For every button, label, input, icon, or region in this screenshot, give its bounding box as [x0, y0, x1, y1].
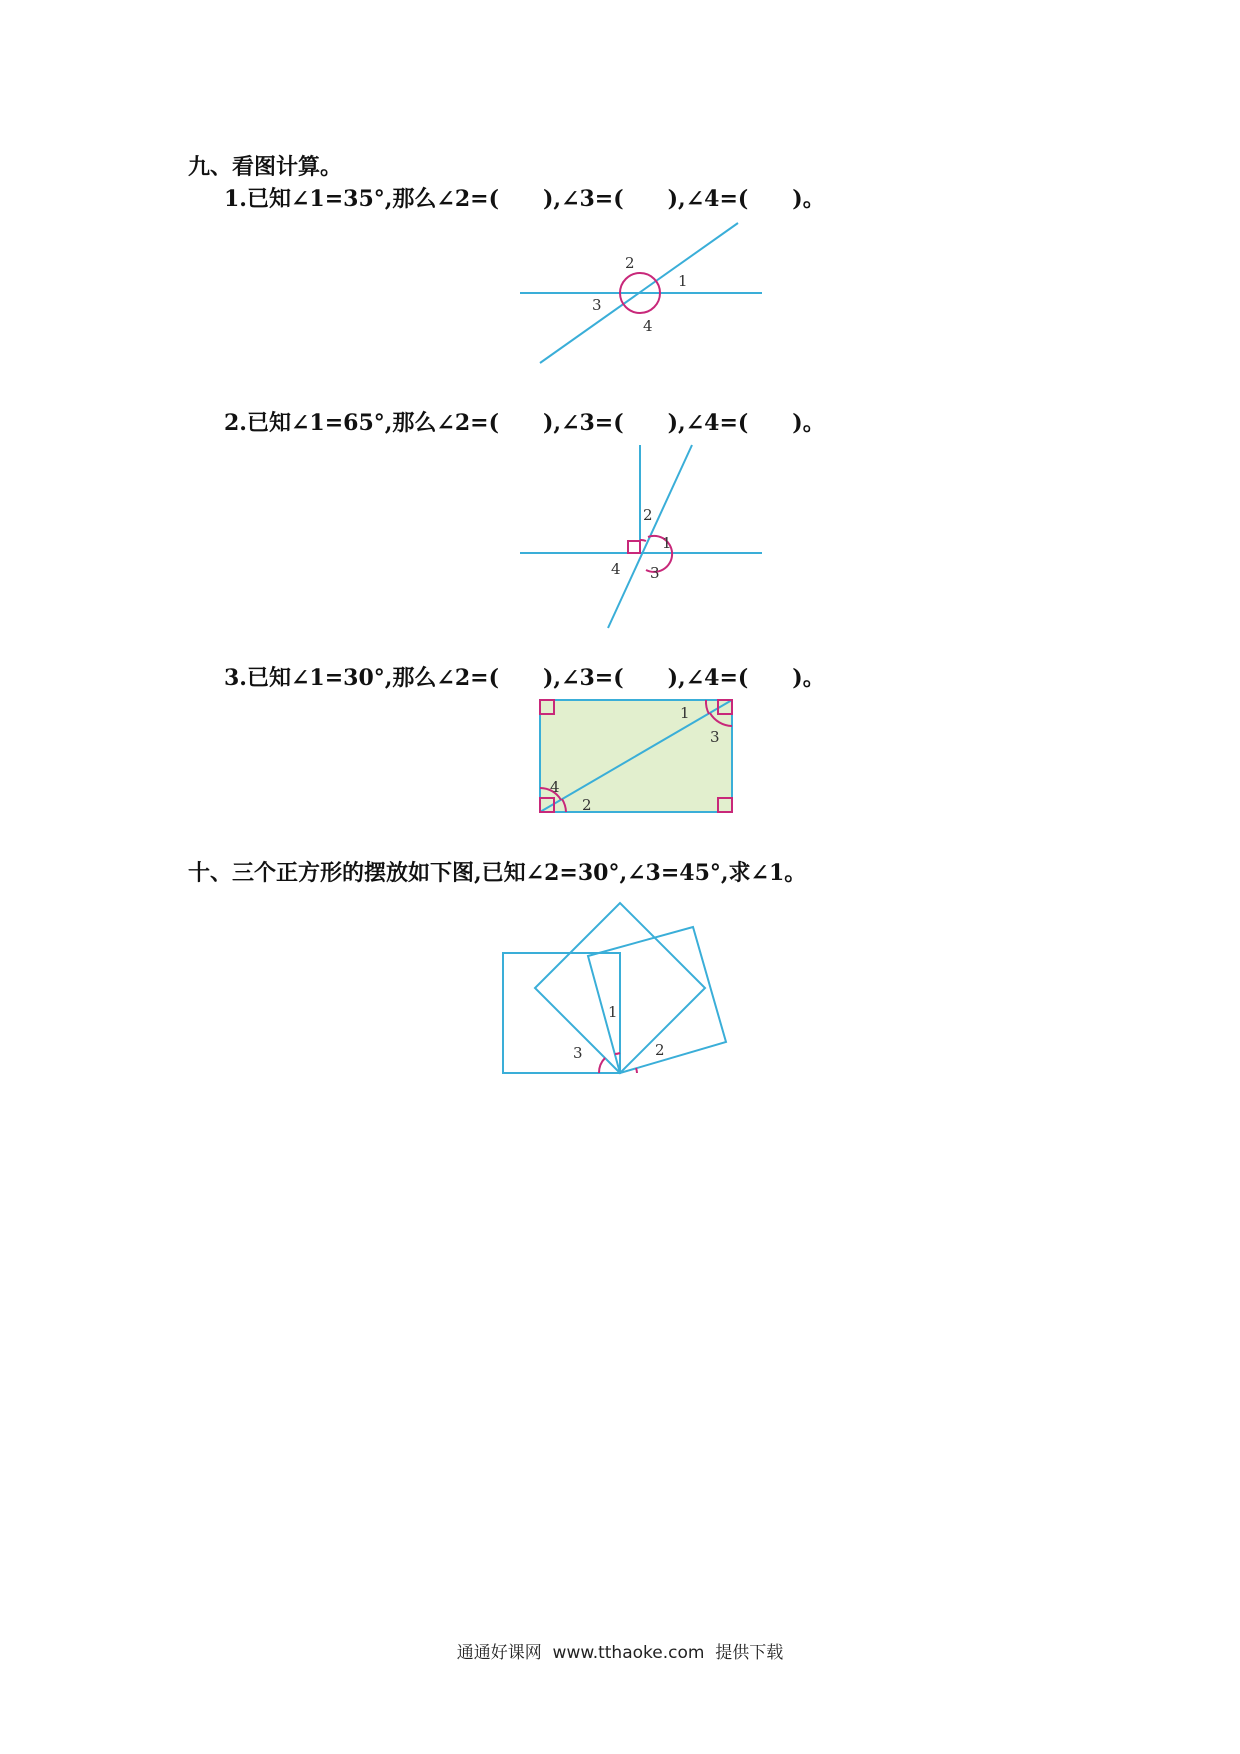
angle-arc-3 [599, 1058, 605, 1073]
footer-source: 通通好课网 www.tthaoke.com 提供下载 [456, 1643, 784, 1663]
angle-label-4: 4 [550, 778, 560, 796]
figure-2-intersecting-lines [500, 440, 780, 635]
angle-label-3: 3 [592, 296, 602, 314]
angle-label-3: 3 [710, 728, 720, 746]
figure-1-intersecting-lines [500, 215, 780, 370]
figure-4-three-squares [495, 890, 745, 1080]
angle-label-2: 2 [643, 506, 653, 524]
angle-label-3: 3 [573, 1044, 583, 1062]
angle-label-4: 4 [643, 317, 653, 335]
question-3: 3.已知∠1=30°,那么∠2=( ),∠3=( ),∠4=( )。 [224, 665, 825, 691]
figure-3-rectangle-diagonal [530, 692, 740, 822]
question-2: 2.已知∠1=65°,那么∠2=( ),∠3=( ),∠4=( )。 [224, 410, 825, 436]
question-1: 1.已知∠1=35°,那么∠2=( ),∠3=( ),∠4=( )。 [224, 186, 825, 212]
angle-label-1: 1 [678, 272, 688, 290]
angle-label-2: 2 [582, 796, 592, 814]
angle-arc-2 [640, 540, 646, 541]
angle-arc-1 [615, 1053, 620, 1054]
section-10-heading: 十、三个正方形的摆放如下图,已知∠2=30°,∠3=45°,求∠1。 [188, 860, 807, 886]
angle-label-2: 2 [625, 254, 635, 272]
angle-label-4: 4 [611, 560, 621, 578]
angle-label-1: 1 [608, 1003, 618, 1021]
angle-label-2: 2 [655, 1041, 665, 1059]
angle-label-3: 3 [650, 564, 660, 582]
angle-label-1: 1 [662, 534, 672, 552]
angle-label-1: 1 [680, 704, 690, 722]
right-angle-mark [628, 541, 640, 553]
angle-arc-2 [636, 1068, 637, 1073]
section-9-heading: 九、看图计算。 [188, 154, 343, 180]
